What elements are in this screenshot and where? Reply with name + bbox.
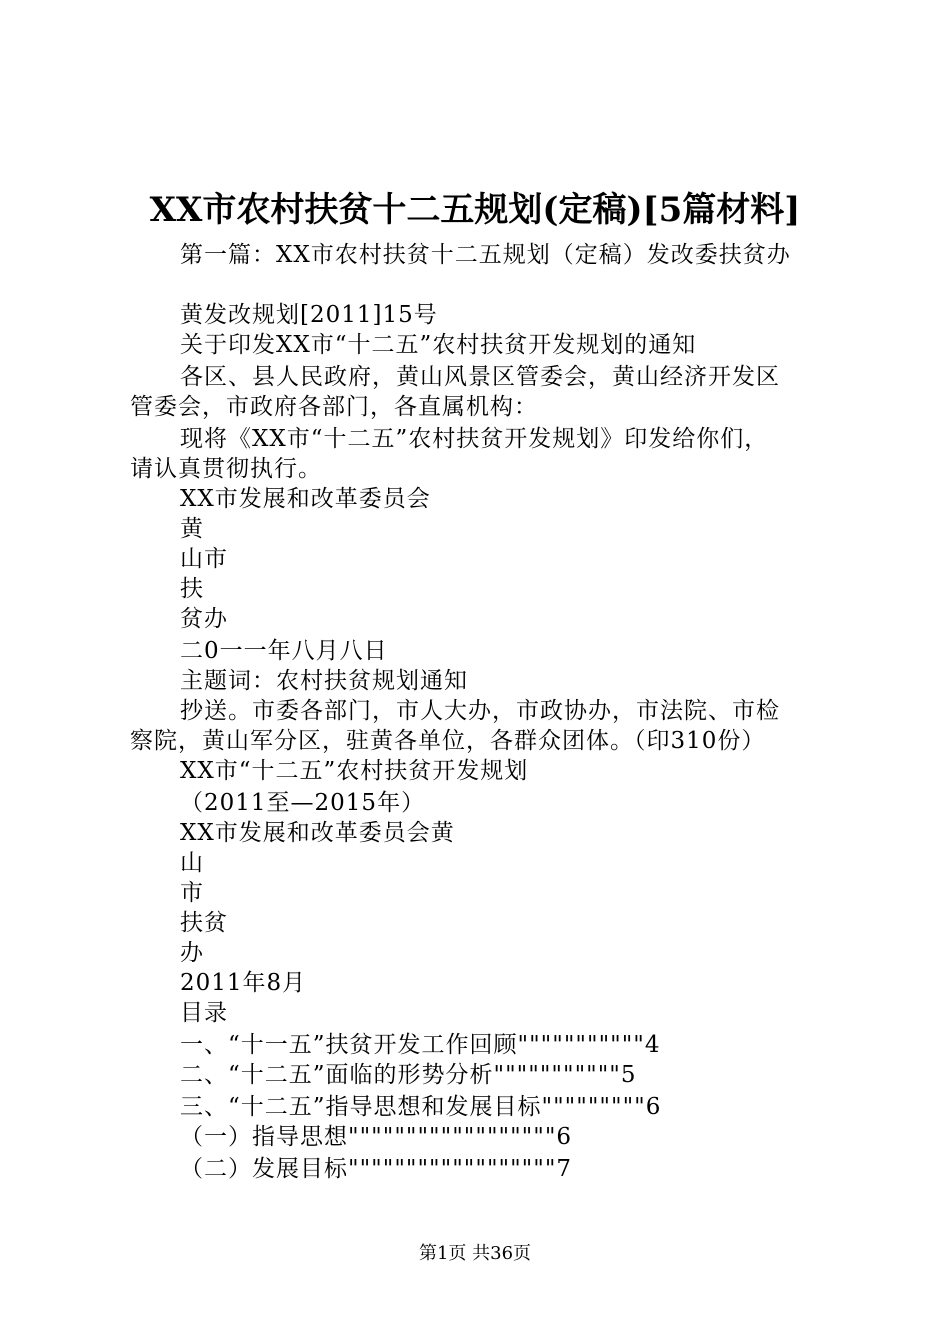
- issuer-fragment: 贫办: [180, 606, 228, 632]
- issuer-fragment: 扶: [180, 576, 204, 602]
- toc-entry: （二）发展目标""""""""""""""""""7: [180, 1156, 573, 1182]
- cc-line-1: 抄送。市委各部门，市人大办，市政协办，市法院、市检: [180, 698, 780, 724]
- toc-entry: 一、“十一五”扶贫开发工作回顾"""""""""""4: [180, 1032, 661, 1058]
- plan-issuer-fragment: 市: [180, 880, 204, 906]
- plan-issuer-fragment: 办: [180, 940, 204, 966]
- toc-entry: 二、“十二五”面临的形势分析"""""""""""5: [180, 1062, 637, 1088]
- body-line-1: 现将《XX市“十二五”农村扶贫开发规划》印发给你们，: [180, 426, 769, 452]
- issuer-fragment: 黄: [180, 516, 204, 542]
- notice-title: 关于印发XX市“十二五”农村扶贫开发规划的通知: [180, 332, 697, 358]
- toc-heading: 目录: [180, 1000, 228, 1026]
- doc-number: 黄发改规划[2011]15号: [180, 302, 438, 328]
- plan-issuer-fragment: 山: [180, 850, 204, 876]
- issuer-name: XX市发展和改革委员会: [180, 486, 431, 512]
- body-line-2: 请认真贯彻执行。: [130, 456, 322, 482]
- toc-entry: 三、“十二五”指导思想和发展目标"""""""""6: [180, 1094, 662, 1120]
- plan-title: XX市“十二五”农村扶贫开发规划: [180, 758, 529, 784]
- cc-line-2: 察院，黄山军分区，驻黄各单位，各群众团体。（印310份）: [130, 728, 766, 754]
- recipients-line-1: 各区、县人民政府，黄山风景区管委会，黄山经济开发区: [180, 364, 780, 390]
- chapter-heading: 第一篇：XX市农村扶贫十二五规划（定稿）发改委扶贫办: [180, 242, 791, 268]
- issuer-fragment: 山市: [180, 546, 228, 572]
- plan-issuer-fragment: 扶贫: [180, 910, 228, 936]
- subject-words: 主题词：农村扶贫规划通知: [180, 668, 468, 694]
- issue-date: 二0一一年八月八日: [180, 638, 388, 664]
- page-footer: 第1页 共36页: [418, 1243, 532, 1264]
- plan-issuer: XX市发展和改革委员会黄: [180, 820, 455, 846]
- plan-period: （2011至—2015年）: [180, 790, 426, 816]
- document-title: XX市农村扶贫十二五规划(定稿)[5篇材料]: [149, 190, 801, 230]
- recipients-line-2: 管委会，市政府各部门，各直属机构：: [130, 394, 538, 420]
- toc-entry: （一）指导思想""""""""""""""""""6: [180, 1124, 573, 1150]
- plan-date: 2011年8月: [180, 970, 307, 996]
